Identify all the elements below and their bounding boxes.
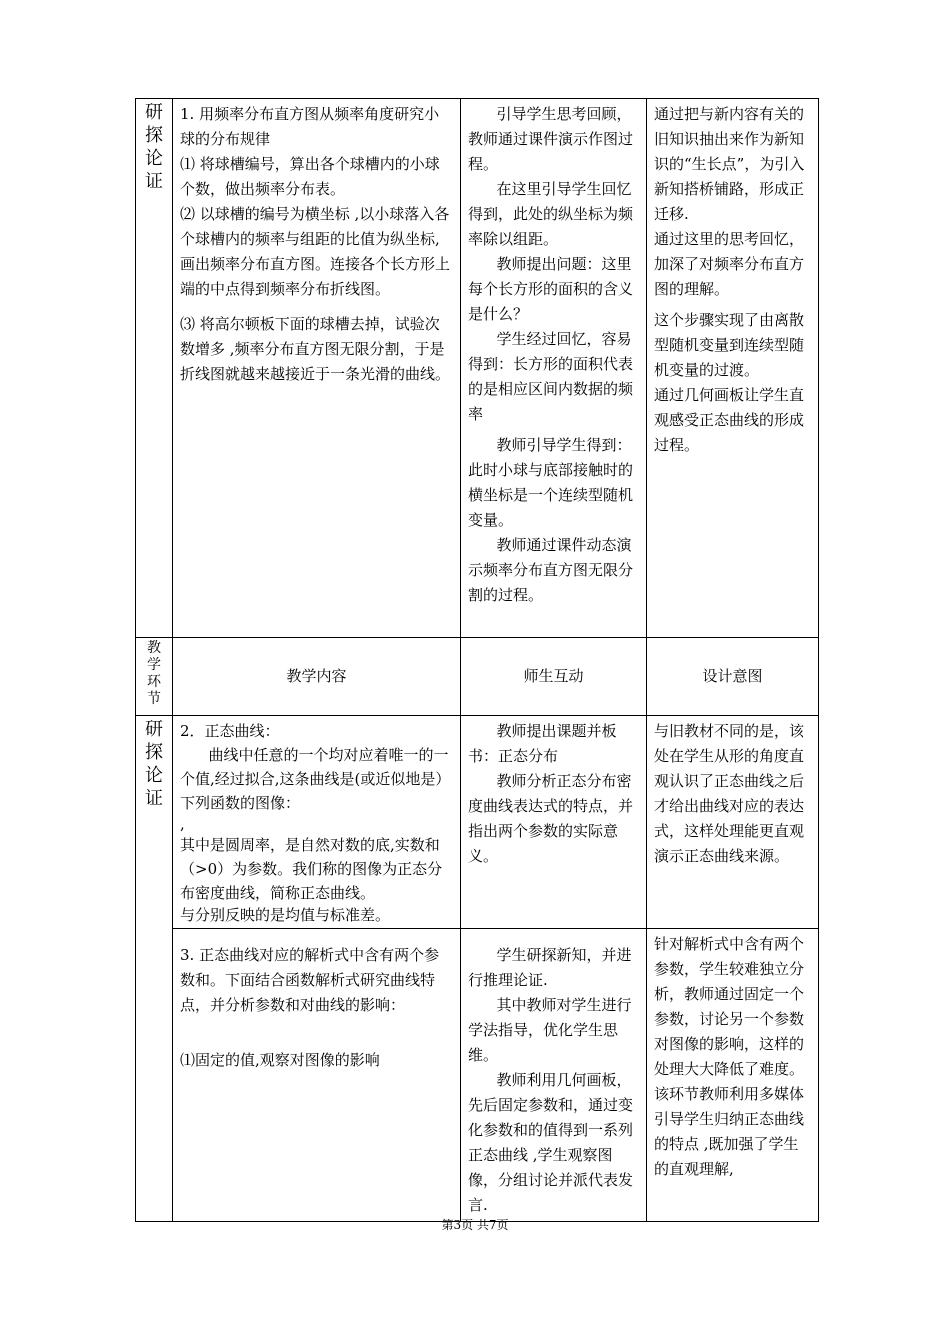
interaction-paragraph: 学生研探新知，并进行推理论证.: [468, 946, 632, 989]
stage-cell: [136, 716, 173, 1222]
intent-paragraph: 与旧教材不同的是，该处在学生从形的角度直观认识了正态曲线之后才给出曲线对应的表达式，这样处理能更直观演示正态曲线来源。: [654, 722, 805, 865]
intent-paragraph: 通过几何画板让学生直观感受正态曲线的形成过程。: [654, 386, 805, 454]
content-header: 教学内容: [173, 638, 461, 716]
content-cell: [173, 99, 461, 638]
stage-char: 证: [145, 171, 163, 192]
page-number: 第3页 共7页: [441, 1218, 509, 1232]
interaction-paragraph: 教师分析正态分布密度曲线表达式的特点，并指出两个参数的实际意义。: [468, 772, 634, 865]
intent-paragraph: 通过这里的思考回忆，加深了对频率分布直方图的理解。: [654, 230, 805, 298]
stage-char: 环: [147, 674, 161, 690]
content-paragraph: 2．正态曲线：: [180, 722, 280, 740]
intent-cell: [647, 99, 819, 638]
interaction-paragraph: 教师通过课件动态演示频率分布直方图无限分割的过程。: [468, 536, 634, 604]
intent-cell: [647, 929, 819, 1222]
content-cell: [173, 929, 461, 1222]
interaction-header: 师生互动: [461, 638, 647, 716]
interaction-paragraph: 教师提出课题并板书：正态分布: [468, 722, 617, 765]
intent-cell: [647, 716, 819, 929]
stage-char: 学: [147, 657, 161, 673]
content-paragraph: ⑵ 以球槽的编号为横坐标 ,以小球落入各个球槽内的频率与组距的比值为纵坐标,画出频率分布直方图。连接各个长方形上端的中点得到频率分布折线图。: [180, 205, 451, 298]
table-row: [136, 929, 819, 1222]
stage-char: 证: [145, 788, 163, 809]
stage-char: 探: [145, 742, 163, 763]
table-header-row: [136, 638, 819, 716]
content-paragraph: 3. 正态曲线对应的解析式中含有两个参数和。下面结合函数解析式研究曲线特点，并分析参数和对曲线的影响：: [180, 946, 440, 1014]
stage-char: 论: [145, 765, 163, 786]
content-paragraph: ,: [180, 815, 185, 833]
stage-char: 研: [145, 102, 163, 123]
content-paragraph: 1. 用频率分布直方图从频率角度研究小球的分布规律: [180, 105, 440, 148]
content-cell: [173, 716, 461, 929]
lesson-plan-table: [135, 98, 819, 1222]
stage-cell: [136, 99, 173, 638]
content-paragraph: ⑴ 将球槽编号，算出各个球槽内的小球个数，做出频率分布表。: [180, 155, 440, 198]
interaction-cell: [461, 929, 647, 1222]
stage-char: 研: [145, 719, 163, 740]
interaction-paragraph: 学生经过回忆，容易得到：长方形的面积代表的是相应区间内数据的频率: [468, 330, 634, 423]
table-row: [136, 99, 819, 638]
stage-char: 探: [145, 125, 163, 146]
table-row: [136, 716, 819, 929]
interaction-paragraph: 其中教师对学生进行学法指导，优化学生思维。: [468, 996, 632, 1064]
content-paragraph: ⑶ 将高尔顿板下面的球槽去掉，试验次数增多 ,频率分布直方图无限分割，于是折线图就越来越接近于一条光滑的曲线。: [180, 315, 451, 383]
stage-header-cell: [136, 638, 173, 716]
intent-paragraph: 这个步骤实现了由离散型随机变量到连续型随机变量的过渡。: [654, 311, 805, 379]
intent-paragraph: 该环节教师利用多媒体引导学生归纳正态曲线的特点 ,既加强了学生的直观理解,: [654, 1085, 805, 1178]
interaction-paragraph: 教师提出问题：这里每个长方形的面积的含义是什么？: [468, 255, 634, 323]
content-paragraph: 曲线中任意的一个均对应着唯一的一个值,经过拟合,这条曲线是(或近似地是）下列函数的图像：: [180, 746, 451, 812]
intent-paragraph: 通过把与新内容有关的旧知识抽出来作为新知识的“生长点”，为引入新知搭桥铺路，形成正迁移.: [654, 105, 805, 223]
interaction-cell: [461, 716, 647, 929]
content-paragraph: ⑴固定的值,观察对图像的影响: [180, 1051, 380, 1069]
stage-char: 教: [147, 640, 161, 656]
interaction-paragraph: 在这里引导学生回忆得到，此处的纵坐标为频率除以组距。: [468, 180, 634, 248]
stage-char: 节: [147, 691, 161, 707]
stage-char: 论: [145, 148, 163, 169]
interaction-paragraph: 教师引导学生得到：此时小球与底部接触时的横坐标是一个连续型随机变量。: [468, 436, 634, 529]
content-paragraph: 与分别反映的是均值与标准差。: [180, 906, 391, 924]
interaction-paragraph: 教师利用几何画板，先后固定参数和，通过变化参数和的值得到一系列正态曲线 ,学生观察图像，分组讨论并派代表发言.: [468, 1071, 634, 1214]
interaction-paragraph: 引导学生思考回顾，教师通过课件演示作图过程。: [468, 105, 634, 173]
interaction-cell: [461, 99, 647, 638]
intent-header: 设计意图: [647, 638, 819, 716]
content-paragraph: 其中是圆周率，是自然对数的底,实数和（>0）为参数。我们称的图像为正态分布密度曲线，简称正态曲线。: [180, 836, 443, 902]
intent-paragraph: 针对解析式中含有两个参数，学生较难独立分析，教师通过固定一个参数，讨论另一个参数对图像的影响，这样的处理大大降低了难度。: [654, 935, 805, 1078]
